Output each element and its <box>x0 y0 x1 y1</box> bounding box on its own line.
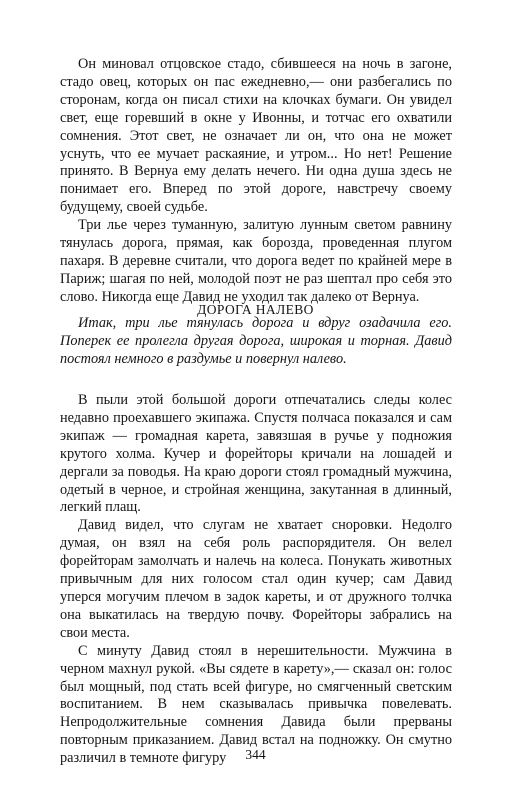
paragraph: В пыли этой большой дороги отпечатались следы колес недавно проехавшего экипажа. Спустя полчаса показался и сам экипаж — громадная карета, завязшая в ручье у подножия крутого холма. Кучер и форейторы кричали на лошадей и дергали за поводья. На краю дороги стоял громадный мужчина, одетый в черное, и стройная женщина, закутанная в длинный, легкий плащ. <box>60 392 452 516</box>
paragraph: Давид видел, что слугам не хватает сноровки. Недолго думая, он взял на себя роль распорядителя. Он велел форейторам замолчать и налечь на колеса. Понукать животных привычным для них голосом стал один кучер; сам Давид уперся могучим плечом в задок кареты, и от дружного толчка она выкатилась на твердую почву. Форейторы забрались на свои места. <box>60 517 452 641</box>
epigraph-text: Итак, три лье тянулась дорога и вдруг озадачила его. Поперек ее пролегла другая дорога, широкая и торная. Давид постоял немного в раздумье и повернул налево. <box>60 315 452 367</box>
paragraph: С минуту Давид стоял в нерешительности. Мужчина в черном махнул рукой. «Вы сядете в карету»,— сказал он: голос был мощный, под стать всей фигуре, но смягченный светским воспитанием. В нем сказывалась привычка повелевать. Непродолжительные сомнения Давида были прерваны повторным приказанием. Давид встал на подножку. Он смутно различил в темноте фигуру <box>60 642 452 767</box>
text-block-bottom <box>60 392 452 768</box>
paragraph: Он миновал отцовское стадо, сбившееся на ночь в загоне, стадо овец, которых он пас ежедневно,— они разбегались по сторонам, когда он писал стихи на клочках бумаги. Он увидел свет, еще горевший в окне у Ивонны, и тотчас его охватили сомнения. Этот свет, не означает ли он, что она не может уснуть, что ее мучает раскаяние, и утром... Но нет! Решение принято. В Вернуа ему делать нечего. Ни одна душа здесь не понимает его. Вперед по этой дороге, навстречу своему будущему, своей судьбе. <box>60 56 452 216</box>
text-block-top <box>60 56 452 307</box>
epigraph <box>60 315 452 369</box>
paragraph: Три лье через туманную, залитую лунным светом равнину тянулась дорога, прямая, как борозда, проведенная плугом пахаря. В деревне считали, что дорога ведет по крайней мере в Париж; шагая по ней, молодой поэт не раз шептал про себя это слово. Никогда еще Давид не уходил так далеко от Вернуа. <box>60 217 452 305</box>
chapter-heading: ДОРОГА НАЛЕВО <box>197 302 314 317</box>
page-number: 344 <box>245 747 266 762</box>
